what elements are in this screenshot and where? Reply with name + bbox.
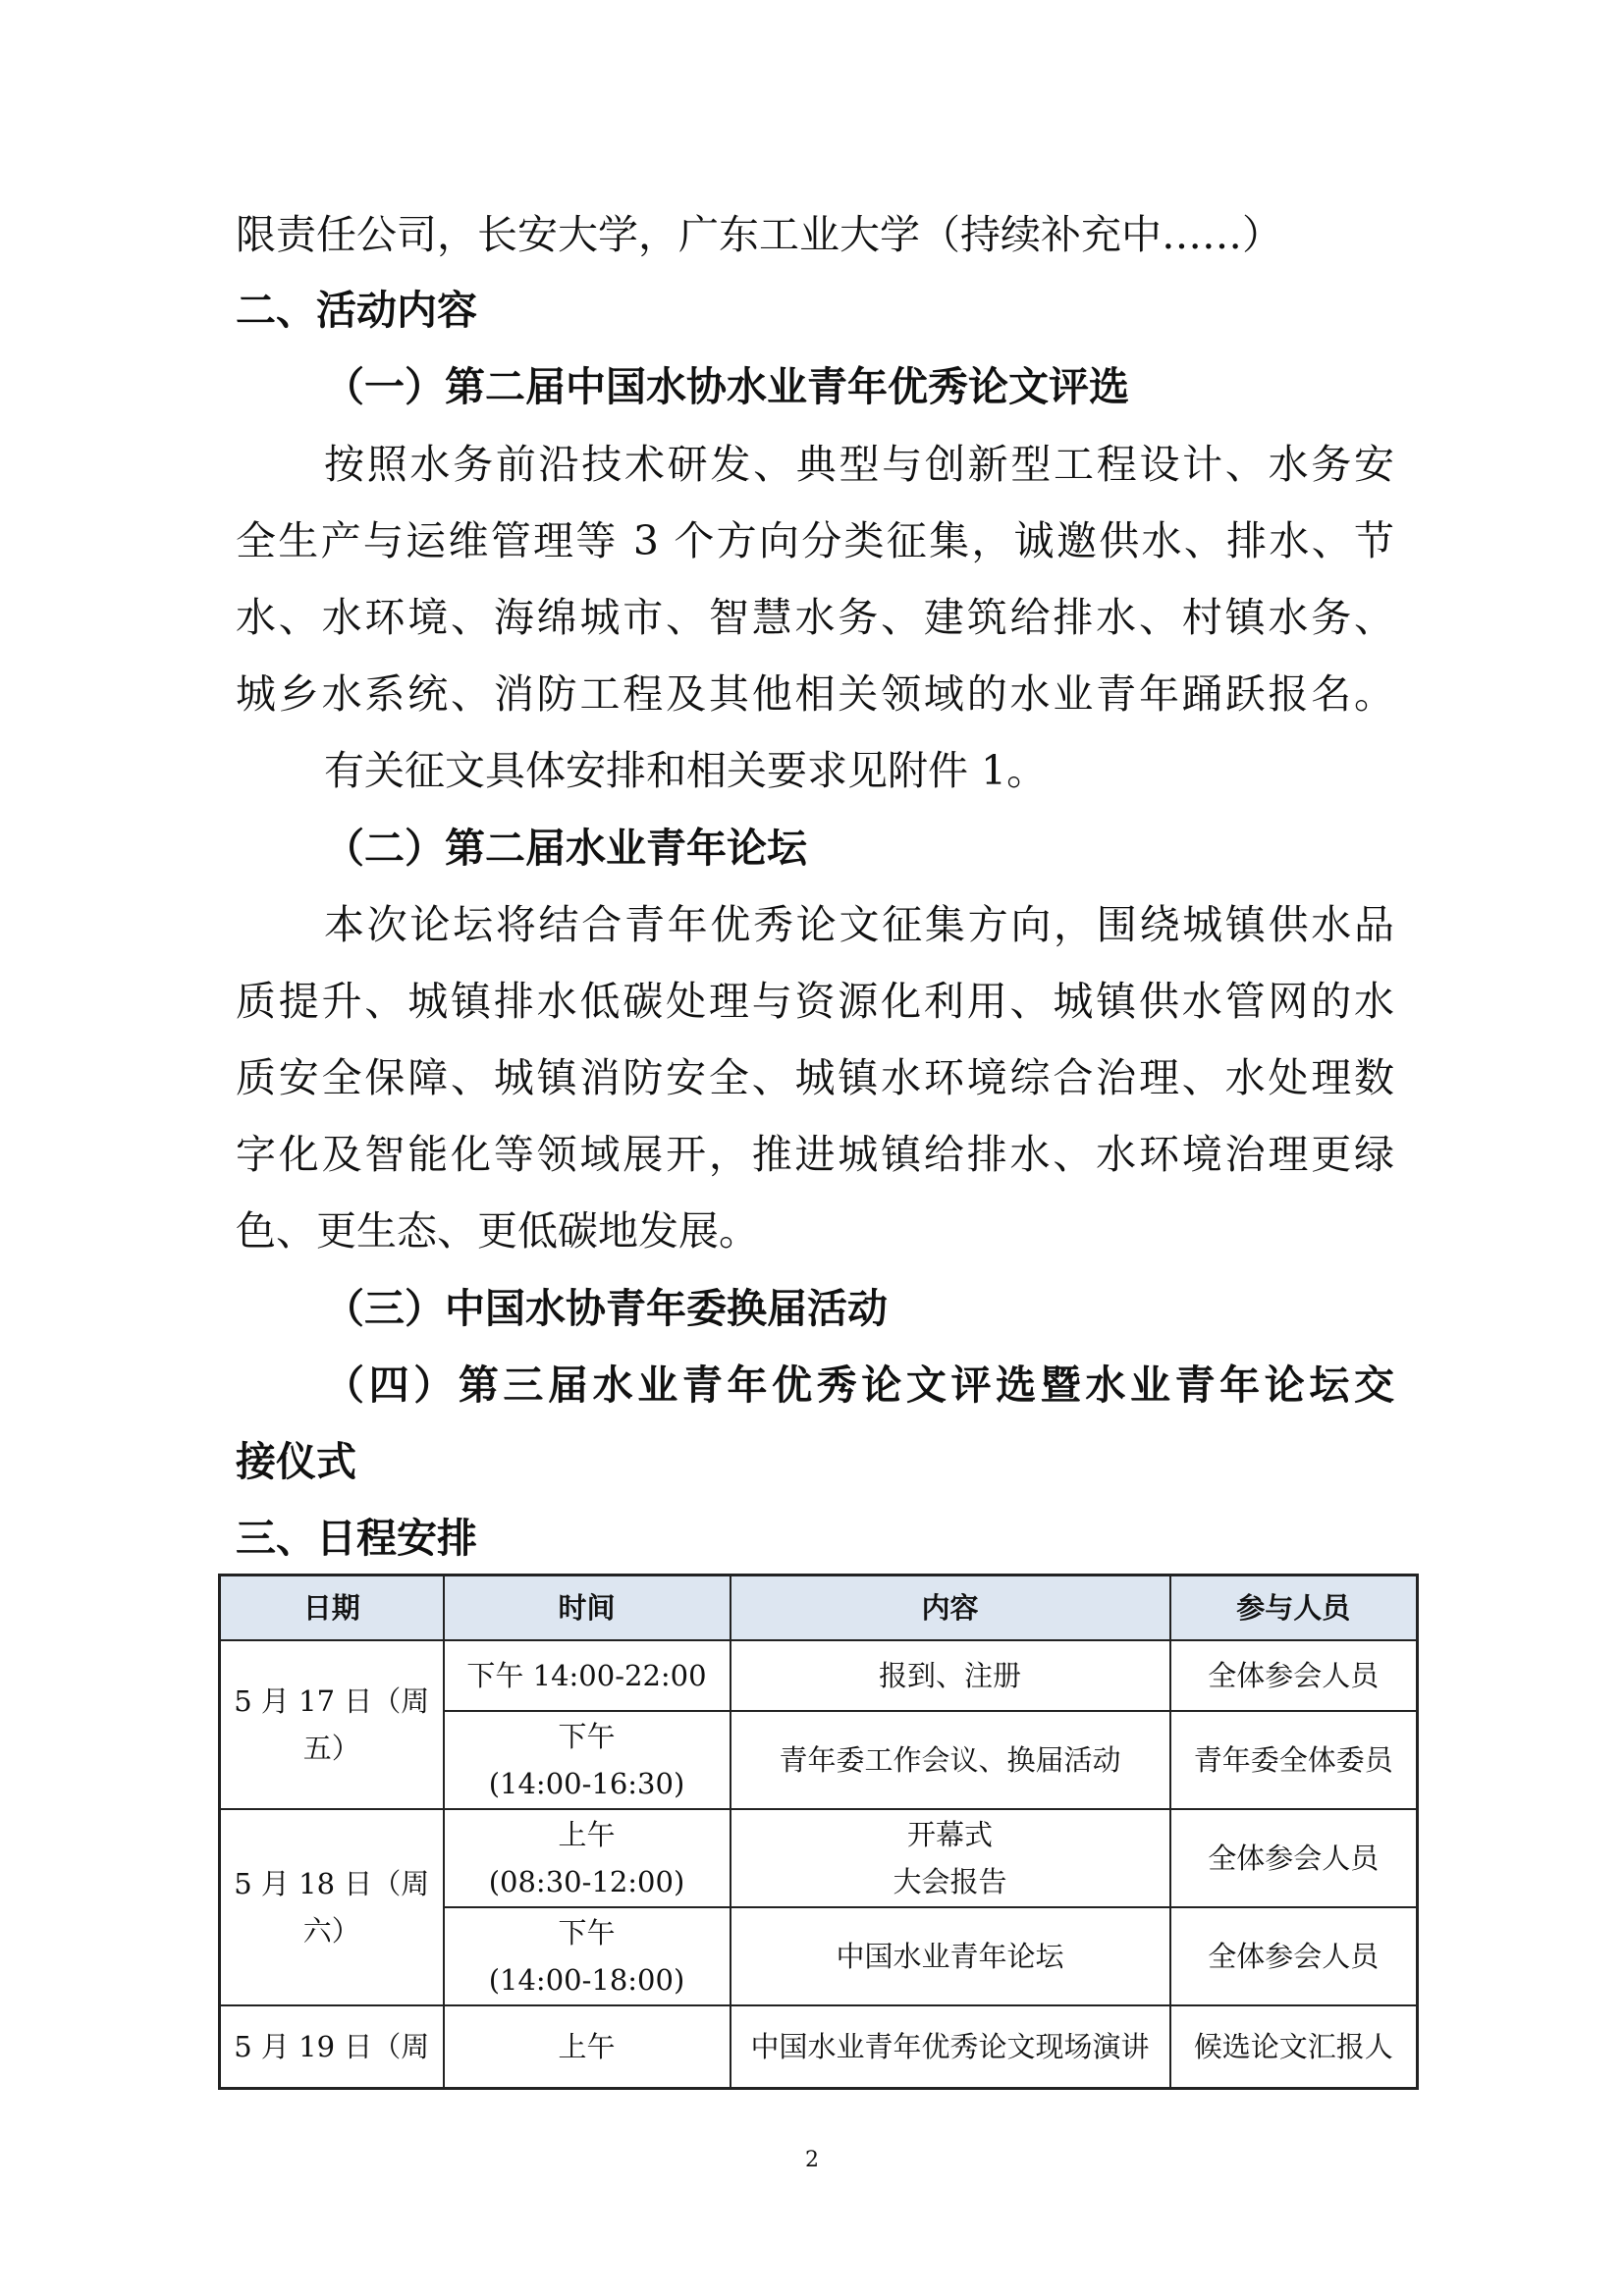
subheading-handover-ceremony-cont: 接仪式 xyxy=(236,1438,356,1485)
table-header-row xyxy=(220,1575,1418,1641)
participants-cell: 候选论文汇报人 xyxy=(1170,2005,1418,2088)
section-heading-schedule: 三、日程安排 xyxy=(236,1515,477,1562)
participants-cell: 青年委全体委员 xyxy=(1170,1711,1418,1809)
paragraph-line: 质安全保障、城镇消防安全、城镇水环境综合治理、水处理数 xyxy=(236,1054,1394,1101)
content-cell: 青年委工作会议、换届活动 xyxy=(731,1711,1170,1809)
time-cell: 下午 14:00-22:00 xyxy=(444,1640,731,1711)
content-line: 大会报告 xyxy=(893,1865,1007,1898)
content-cell: 中国水业青年论坛 xyxy=(731,1907,1170,2005)
participants-cell: 全体参会人员 xyxy=(1170,1907,1418,2005)
subheading-handover-ceremony: （四）第三届水业青年优秀论文评选暨水业青年论坛交 xyxy=(324,1362,1394,1409)
time-cell xyxy=(444,1907,731,2005)
time-range: (14:00-18:00) xyxy=(488,1963,685,1997)
header-participants: 参与人员 xyxy=(1170,1575,1418,1641)
body-text-line: 限责任公司，长安大学，广东工业大学（持续补充中……） xyxy=(236,211,1282,258)
time-cell xyxy=(444,1711,731,1809)
table-row xyxy=(220,2005,1418,2088)
content-cell: 中国水业青年优秀论文现场演讲 xyxy=(731,2005,1170,2088)
header-time: 时间 xyxy=(444,1575,731,1641)
header-date: 日期 xyxy=(220,1575,444,1641)
time-label: 下午 xyxy=(558,1916,616,1949)
table-row xyxy=(220,1809,1418,1907)
participants-cell: 全体参会人员 xyxy=(1170,1809,1418,1907)
paragraph-line: 本次论坛将结合青年优秀论文征集方向，围绕城镇供水品 xyxy=(324,901,1394,948)
subheading-paper-selection: （一）第二届中国水协水业青年优秀论文评选 xyxy=(324,363,1129,410)
time-cell xyxy=(444,1809,731,1907)
paragraph-line: 全生产与运维管理等 3 个方向分类征集，诚邀供水、排水、节 xyxy=(236,517,1394,564)
content-cell xyxy=(731,1809,1170,1907)
paragraph-line: 质提升、城镇排水低碳处理与资源化利用、城镇供水管网的水 xyxy=(236,978,1394,1025)
schedule-table xyxy=(218,1574,1419,2090)
page-number: 2 xyxy=(805,2148,819,2172)
date-cell: 5 月 19 日（周 xyxy=(220,2005,444,2088)
paragraph-line: 字化及智能化等领域展开，推进城镇给排水、水环境治理更绿 xyxy=(236,1131,1394,1178)
paragraph-line: 水、水环境、海绵城市、智慧水务、建筑给排水、村镇水务、 xyxy=(236,594,1394,641)
time-range: (08:30-12:00) xyxy=(488,1865,685,1898)
time-cell: 上午 xyxy=(444,2005,731,2088)
subheading-youth-forum: （二）第二届水业青年论坛 xyxy=(324,825,807,872)
date-cell: 5 月 18 日（周六） xyxy=(220,1809,444,2005)
paragraph-line: 城乡水系统、消防工程及其他相关领域的水业青年踊跃报名。 xyxy=(236,670,1394,718)
paragraph-line: 有关征文具体安排和相关要求见附件 1。 xyxy=(324,747,1048,794)
subheading-committee-election: （三）中国水协青年委换届活动 xyxy=(324,1285,888,1332)
section-heading-activities: 二、活动内容 xyxy=(236,287,477,334)
time-label: 上午 xyxy=(558,1818,616,1851)
content-line: 开幕式 xyxy=(906,1818,993,1851)
date-cell: 5 月 17 日（周五） xyxy=(220,1640,444,1809)
table-row xyxy=(220,1640,1418,1711)
time-label: 下午 xyxy=(558,1720,616,1753)
participants-cell: 全体参会人员 xyxy=(1170,1640,1418,1711)
paragraph-line: 色、更生态、更低碳地发展。 xyxy=(236,1207,759,1255)
header-content: 内容 xyxy=(731,1575,1170,1641)
paragraph-line: 按照水务前沿技术研发、典型与创新型工程设计、水务安 xyxy=(324,441,1394,488)
content-cell: 报到、注册 xyxy=(731,1640,1170,1711)
time-range: (14:00-16:30) xyxy=(488,1767,685,1800)
